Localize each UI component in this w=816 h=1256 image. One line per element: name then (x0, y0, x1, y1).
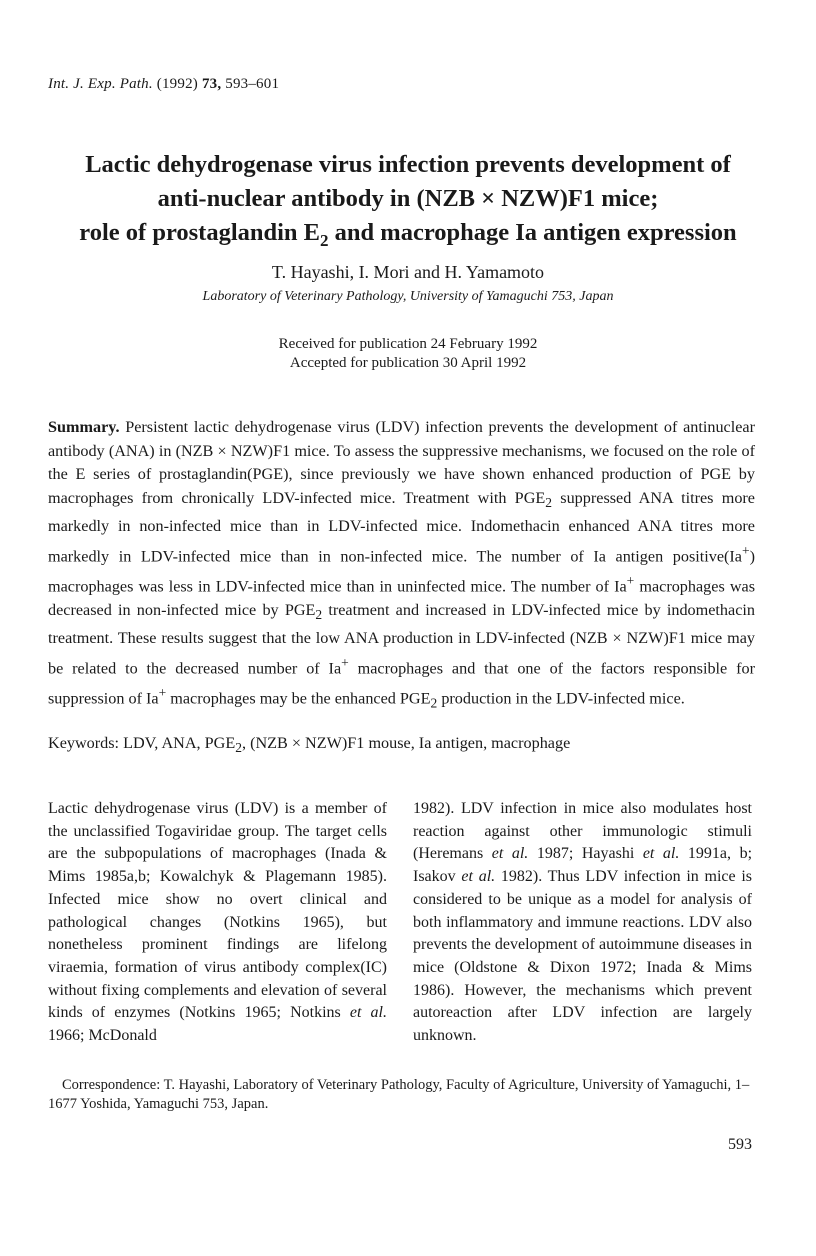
journal-citation (48, 76, 279, 93)
summary-label: Summary. (48, 418, 120, 436)
summary-paragraph: Summary. Persistent lactic dehydrogenase virus (LDV) infection prevents the development of antinuclear antibody (ANA) in (NZB × NZW)F1 mice. To assess the suppressive mechanisms, we focused on the role of the E series of prostaglandin(PGE), since previously we have shown enhanced production of PGE by macrophages from chronically LDV-infected mice. Treatment with $PGE_2$ suppressed ANA titres more markedly in non-infected mice than in LDV-infected mice. Indomethacin enhanced ANA titres more markedly in LDV-infected mice than in non-infected mice. The number of Ia antigen positive(Ia+) macrophages was less in LDV-infected mice than in uninfected mice. The number of Ia+ macrophages was decreased in non-infected mice by $PGE_2$ treatment and increased in LDV-infected mice by indomethacin treatment. These results suggest that the low ANA production in LDV-infected (NZB × NZW)F1 mice may be related to the decreased number of Ia+ macrophages and that one of the factors responsible for suppression of Ia+ macrophages may be the enhanced $PGE_2$ production in the LDV-infected mice. (48, 418, 755, 711)
title-line-2: anti-nuclear antibody in (NZB × NZW)F1 mice; (157, 185, 659, 212)
journal-pages: 593–601 (225, 76, 280, 92)
authors: T. Hayashi, I. Mori and H. Yamamoto (271, 262, 545, 282)
affiliation: Laboratory of Veterinary Pathology, University of Yamaguchi 753, Japan (202, 289, 614, 304)
title-line-3: role of prostaglandin $E_2$ and macrophage Ia antigen expression (79, 219, 737, 250)
journal-volume: 73, (201, 76, 222, 92)
journal-year: (1992) (156, 76, 198, 92)
received-date: Received for publication 24 February 1992 (278, 336, 538, 352)
article-title (40, 148, 776, 258)
body-column-left: Lactic dehydrogenase virus (LDV) is a member of the unclassified Togaviridae group. The target cells are the subpopulations of macrophages (Inada & Mims 1985a,b; Kowalchyk & Plagemann 1985). Infected mice show no overt clinical and pathological changes (Notkins 1965), but nonetheless prominent findings are lifelong viraemia, formation of virus antibody complex(IC) without fixing complements and elevation of several kinds of enzymes (Notkins 1965; Notkins et al. 1966; McDonald (48, 800, 387, 1045)
title-line-1: Lactic dehydrogenase virus infection prevents development of (85, 151, 731, 178)
page-number: 593 (728, 1136, 752, 1153)
body-column-right: 1982). LDV infection in mice also modulates host reaction against other immunologic stimuli (Heremans et al. 1987; Hayashi et al. 1991a, b; Isakov et al. 1982). Thus LDV infection in mice is considered to be unique as a model for analysis of both inflammatory and immune reactions. LDV also prevents the development of autoimmune diseases in mice (Oldstone & Dixon 1972; Inada & Mims 1986). However, the mechanisms which prevent autoreaction after LDV infection are largely unknown. (413, 800, 753, 1045)
keywords: Keywords: LDV, ANA, $PGE_2$, (NZB × NZW)F1 mouse, Ia antigen, macrophage (48, 734, 571, 756)
accepted-date: Accepted for publication 30 April 1992 (289, 355, 527, 371)
publication-dates (0, 335, 816, 373)
correspondence-note: Correspondence: T. Hayashi, Laboratory of Veterinary Pathology, Faculty of Agriculture, University of Yamaguchi, 1–1677 Yoshida, Yamaguchi 753, Japan. (48, 1077, 750, 1112)
journal-name: Int. J. Exp. Path. (48, 76, 153, 92)
